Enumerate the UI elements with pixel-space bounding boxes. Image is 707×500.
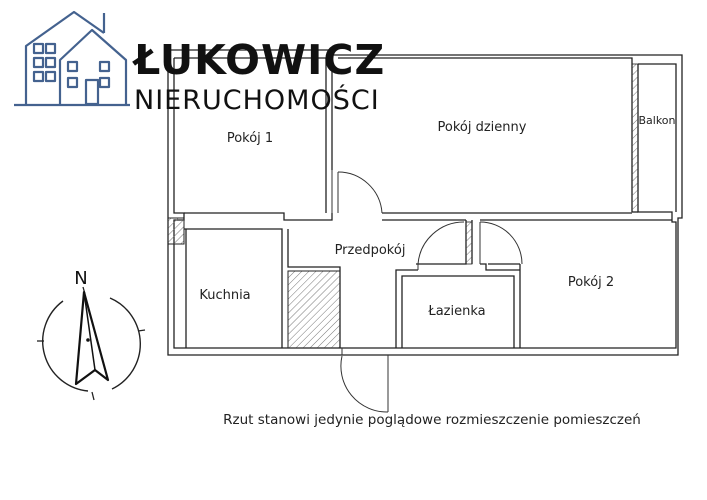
compass-north-label: N [74,268,88,289]
brand-name: ŁUKOWICZ [134,36,386,84]
room-label-balkon: Balkon [638,114,676,127]
room-label-przedpokoj: Przedpokój [334,243,406,258]
compass-icon [37,287,145,400]
brand-subtitle: NIERUCHOMOŚCI [134,85,380,116]
room-label-kuchnia: Kuchnia [199,288,251,303]
disclaimer-note: Rzut stanowi jedynie poglądowe rozmieszczenie pomieszczeń [223,412,641,428]
room-label-lazienka: Łazienka [428,304,486,319]
room-label-pokoj-dzienny: Pokój dzienny [437,120,527,135]
house-logo-icon [14,12,130,105]
room-label-pokoj-1: Pokój 1 [226,131,274,146]
doors [332,170,522,412]
room-label-pokoj-2: Pokój 2 [567,275,615,290]
